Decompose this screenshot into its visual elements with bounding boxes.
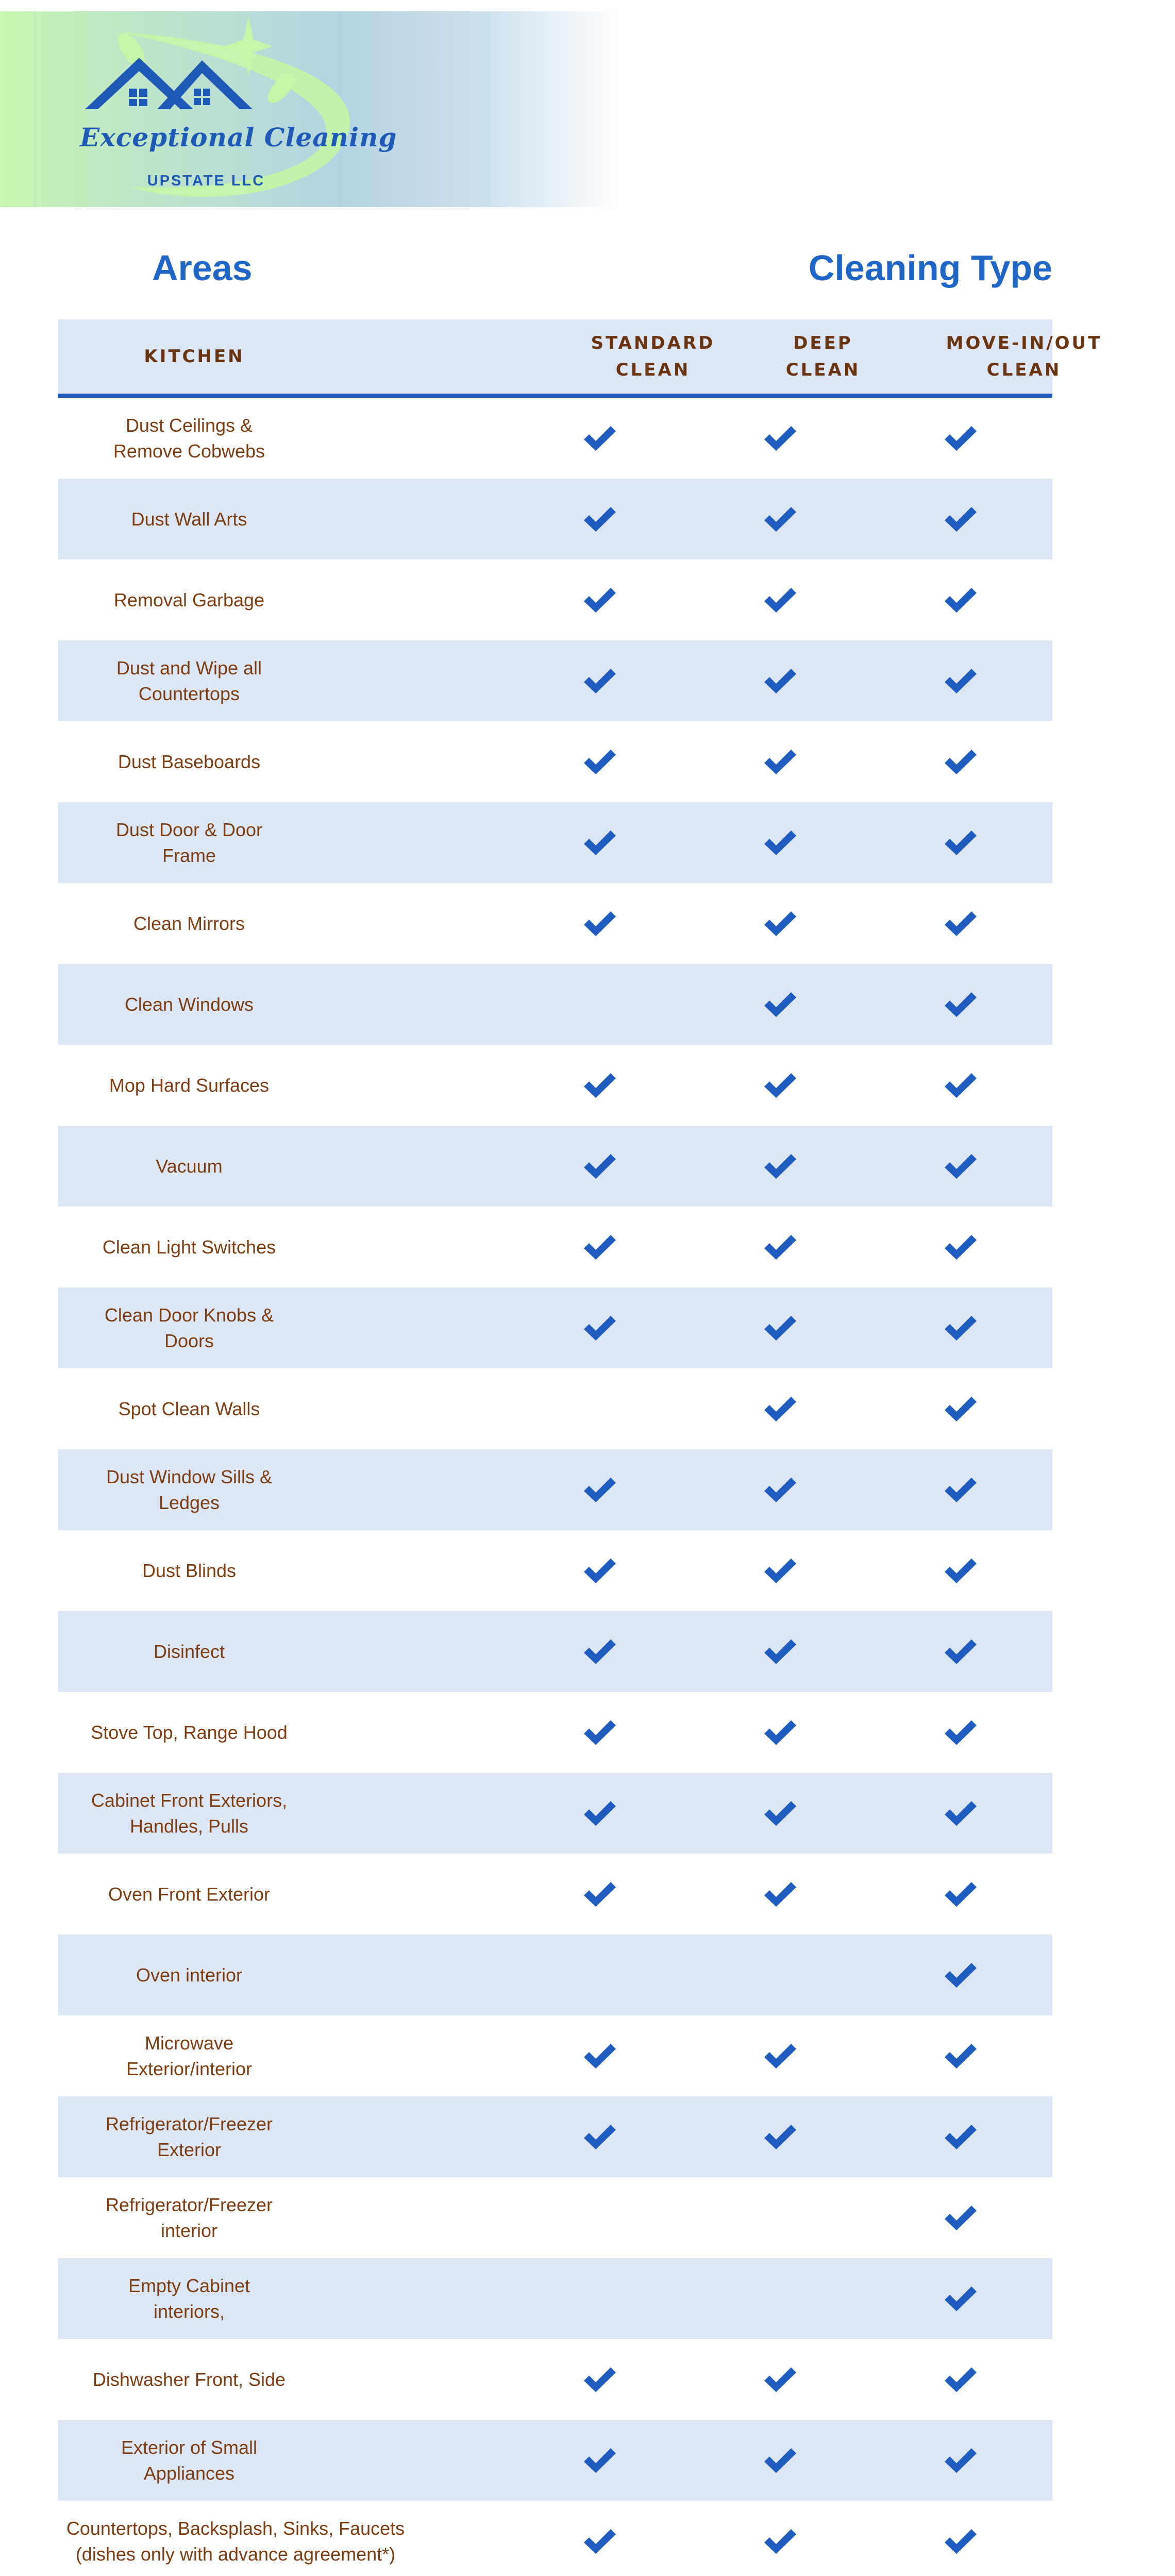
checkmark-icon: [582, 748, 618, 776]
checkmark-icon: [762, 909, 798, 938]
table-row: [58, 2258, 1052, 2339]
table-row: [58, 398, 1052, 479]
checkmark-icon: [582, 1880, 618, 1909]
checkmark-icon: [762, 505, 798, 534]
logo-banner: [0, 11, 618, 207]
row-label-line: Appliances: [143, 2462, 235, 2484]
table-row: [58, 883, 1052, 964]
row-label: [58, 1854, 321, 1935]
table-row: [58, 2015, 1052, 2096]
row-label-line: Microwave: [144, 2032, 234, 2054]
checkmark-icon: [582, 2365, 618, 2394]
checkmark-icon: [762, 828, 798, 857]
table-row: [58, 2339, 1052, 2420]
checkmark-icon: [762, 1637, 798, 1666]
table-row: [58, 2501, 1052, 2576]
row-label: [58, 2420, 321, 2501]
checkmark-icon: [762, 667, 798, 696]
checkmark-icon: [943, 909, 979, 938]
row-label-line: interior: [160, 2219, 218, 2241]
checkmark-icon: [943, 505, 979, 534]
checkmark-icon: [582, 1314, 618, 1343]
row-label: [58, 1773, 321, 1854]
table-row: [58, 1045, 1052, 1126]
checkmark-icon: [582, 1071, 618, 1100]
row-label-line: Mop Hard Surfaces: [109, 1074, 270, 1096]
checkmark-icon: [943, 1880, 979, 1909]
row-label-line: Frame: [162, 844, 216, 866]
checkmark-icon: [582, 586, 618, 615]
row-label: [58, 2015, 321, 2096]
checkmark-icon: [762, 1395, 798, 1423]
column-header-standard-clean: STANDARD CLEAN: [591, 333, 715, 380]
checkmark-icon: [582, 2042, 618, 2071]
checkmark-icon: [582, 909, 618, 938]
table-row: [58, 1126, 1052, 1207]
row-label: [58, 1530, 321, 1611]
row-label-line: Ledges: [158, 1492, 220, 1513]
row-label: [58, 1692, 321, 1773]
row-label: [53, 2501, 418, 2576]
table-row: [58, 1207, 1052, 1287]
row-label-line: Dust Blinds: [142, 1560, 237, 1581]
checkmark-icon: [943, 586, 979, 615]
checkmark-icon: [582, 2527, 618, 2556]
column-header-move-in-out-clean: MOVE-IN/OUT CLEAN: [946, 333, 1102, 380]
row-label-line: Oven interior: [136, 1964, 243, 1986]
checkmark-icon: [582, 1556, 618, 1585]
table-row: [58, 1854, 1052, 1935]
checkmark-icon: [582, 1637, 618, 1666]
checkmark-icon: [582, 424, 618, 453]
row-label-line: Dust Door & Door: [115, 819, 263, 840]
checkmark-icon: [943, 424, 979, 453]
checkmark-icon: [943, 1314, 979, 1343]
checkmark-icon: [762, 2123, 798, 2151]
checkmark-icon: [762, 1314, 798, 1343]
row-label: [58, 1449, 321, 1530]
checkmark-icon: [582, 1233, 618, 1262]
row-label-line: Vacuum: [156, 1155, 223, 1177]
row-label-line: Countertops, Backsplash, Sinks, Faucets: [66, 2517, 405, 2539]
checkmark-icon: [943, 1476, 979, 1504]
row-label: [58, 1287, 321, 1368]
checkmark-icon: [762, 990, 798, 1019]
table-row: [58, 1449, 1052, 1530]
checkmark-icon: [762, 1718, 798, 1747]
checkmark-icon: [762, 1152, 798, 1181]
row-label-line: Removal Garbage: [113, 589, 265, 611]
checkmark-icon: [762, 424, 798, 453]
row-label-line: Refrigerator/Freezer: [105, 2113, 273, 2134]
checkmark-icon: [943, 2446, 979, 2475]
table-row: [58, 479, 1052, 560]
table-row: [58, 1773, 1052, 1854]
table-row: [58, 1530, 1052, 1611]
row-label-line: Remove Cobwebs: [113, 440, 265, 462]
table-row: [58, 1287, 1052, 1368]
checkmark-icon: [943, 1071, 979, 1100]
row-label: [58, 2096, 321, 2177]
row-label: [58, 640, 321, 721]
checkmark-icon: [762, 1799, 798, 1828]
checkmark-icon: [762, 1071, 798, 1100]
checkmark-icon: [943, 2123, 979, 2151]
row-label-line: Clean Door Knobs &: [104, 1304, 274, 1326]
checkmark-icon: [582, 667, 618, 696]
table-row: [58, 1935, 1052, 2015]
row-label: [58, 1126, 321, 1207]
row-label: [58, 2258, 321, 2339]
checkmark-icon: [943, 1556, 979, 1585]
column-header-deep-clean: DEEP CLEAN: [785, 333, 861, 380]
row-label: [58, 1611, 321, 1692]
checkmark-icon: [762, 2042, 798, 2071]
checkmark-icon: [762, 2446, 798, 2475]
row-label: [58, 398, 321, 479]
checkmark-icon: [762, 1880, 798, 1909]
row-label-line: Spot Clean Walls: [118, 1398, 260, 1419]
row-label-line: Exterior/interior: [126, 2058, 253, 2079]
checkmark-icon: [762, 1476, 798, 1504]
table-row: [58, 964, 1052, 1045]
row-label-line: Dishwasher Front, Side: [92, 2368, 286, 2390]
row-label-line: Stove Top, Range Hood: [91, 1721, 288, 1743]
column-header-kitchen: KITCHEN: [144, 346, 245, 367]
row-label-line: Dust Baseboards: [118, 751, 261, 772]
row-label-line: Empty Cabinet: [128, 2275, 250, 2296]
row-label-line: Clean Mirrors: [133, 912, 245, 934]
row-label: [58, 964, 321, 1045]
checkmark-icon: [582, 1152, 618, 1181]
row-label-line: (dishes only with advance agreement*): [75, 2543, 396, 2565]
checkmark-icon: [582, 2446, 618, 2475]
row-label-line: Dust Wall Arts: [131, 508, 247, 530]
table-row: [58, 802, 1052, 883]
checkmark-icon: [943, 2042, 979, 2071]
row-label-line: Exterior: [157, 2139, 221, 2160]
row-label: [58, 560, 321, 640]
row-label-line: Clean Light Switches: [102, 1236, 276, 1258]
row-label: [58, 883, 321, 964]
checkmark-icon: [582, 1718, 618, 1747]
row-label-line: Disinfect: [153, 1640, 225, 1662]
checkmark-icon: [762, 2365, 798, 2394]
row-label-line: Clean Windows: [124, 993, 254, 1015]
row-label-line: Exterior of Small: [121, 2436, 258, 2458]
checkmark-icon: [943, 2204, 979, 2232]
cleaning-checklist-table: [58, 319, 1102, 2576]
row-label: [58, 1045, 321, 1126]
row-label-line: Dust Ceilings &: [125, 414, 253, 436]
row-label-line: Cabinet Front Exteriors,: [91, 1789, 288, 1811]
table-row: [58, 721, 1052, 802]
checkmark-icon: [943, 1637, 979, 1666]
checkmark-icon: [582, 1476, 618, 1504]
row-label: [58, 802, 321, 883]
row-label-line: Dust Window Sills &: [106, 1466, 273, 1487]
checkmark-icon: [762, 1233, 798, 1262]
row-label: [58, 721, 321, 802]
checkmark-icon: [943, 1799, 979, 1828]
logo-subtitle: UPSTATE LLC: [147, 173, 265, 189]
row-label-line: Oven Front Exterior: [108, 1883, 271, 1905]
areas-heading: Areas: [152, 248, 253, 288]
row-label-line: Handles, Pulls: [129, 1815, 249, 1837]
table-row: [58, 2096, 1052, 2177]
table-row: [58, 1368, 1052, 1449]
checkmark-icon: [582, 828, 618, 857]
table-row: [58, 560, 1052, 640]
table-row: [58, 2420, 1052, 2501]
row-label-line: interiors,: [153, 2300, 225, 2322]
table-row: [58, 1692, 1052, 1773]
checkmark-icon: [762, 2527, 798, 2556]
table-row: [58, 640, 1052, 721]
row-label: [58, 1207, 321, 1287]
row-label: [58, 2177, 321, 2258]
checkmark-icon: [943, 2527, 979, 2556]
row-label-line: Refrigerator/Freezer: [105, 2194, 273, 2215]
checkmark-icon: [943, 667, 979, 696]
row-label: [58, 1368, 321, 1449]
checkmark-icon: [762, 586, 798, 615]
cleaning-type-heading: Cleaning Type: [808, 248, 1052, 288]
checkmark-icon: [943, 1961, 979, 1990]
checkmark-icon: [943, 2284, 979, 2313]
row-label: [58, 1935, 321, 2015]
table-body: [58, 398, 1052, 2576]
checkmark-icon: [943, 2365, 979, 2394]
checkmark-icon: [943, 748, 979, 776]
table-row: [58, 2177, 1052, 2258]
checkmark-icon: [762, 1556, 798, 1585]
row-label: [58, 479, 321, 560]
checkmark-icon: [582, 1799, 618, 1828]
table-row: [58, 1611, 1052, 1692]
checkmark-icon: [943, 1152, 979, 1181]
checkmark-icon: [582, 505, 618, 534]
row-label-line: Dust and Wipe all: [116, 657, 262, 679]
checkmark-icon: [582, 2123, 618, 2151]
checkmark-icon: [943, 828, 979, 857]
row-label: [58, 2339, 321, 2420]
checkmark-icon: [943, 1718, 979, 1747]
checkmark-icon: [943, 990, 979, 1019]
checkmark-icon: [943, 1395, 979, 1423]
checkmark-icon: [943, 1233, 979, 1262]
row-label-line: Countertops: [138, 683, 240, 704]
checkmark-icon: [762, 748, 798, 776]
row-label-line: Doors: [164, 1330, 214, 1351]
logo-title: Exceptional Cleaning: [80, 122, 397, 152]
table-header: [58, 319, 1102, 398]
